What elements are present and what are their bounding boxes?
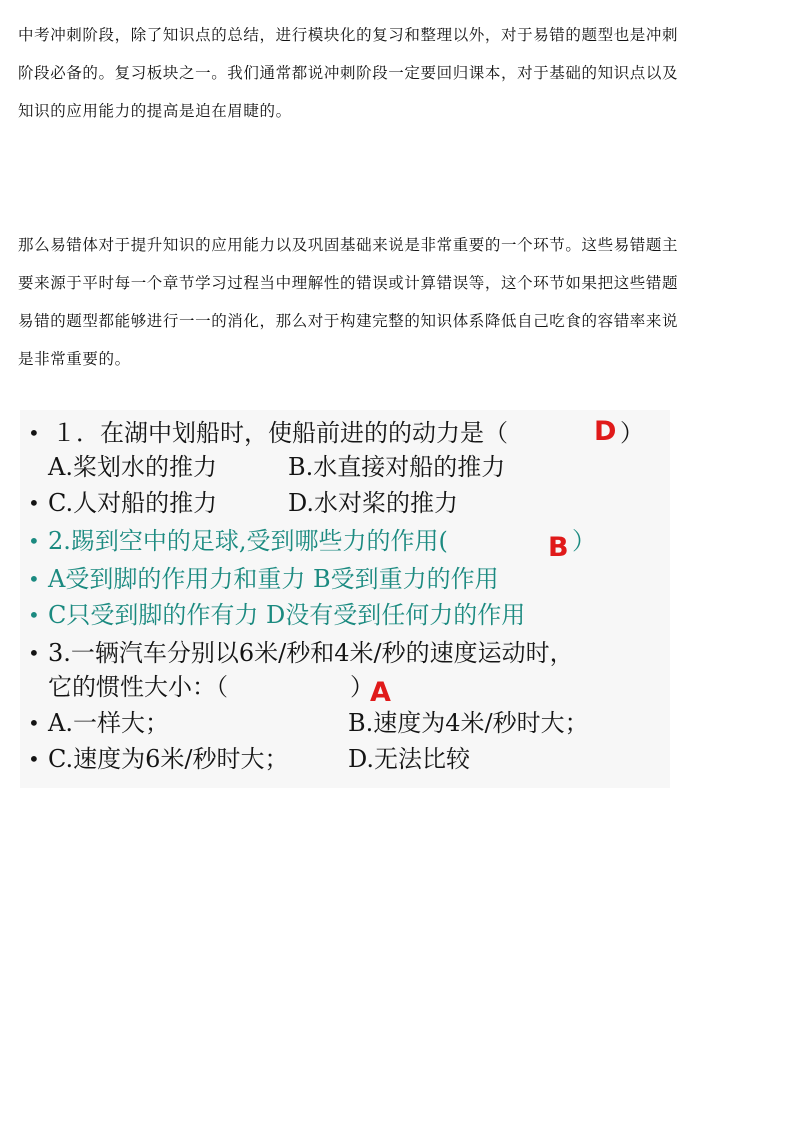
paragraph-line: 那么易错体对于提升知识的应用能力以及巩固基础来说是非常重要的一个环节。这些易错题主: [18, 236, 679, 254]
option-b: B.速度为4米/秒时大；: [348, 709, 589, 737]
question-3-answer: A: [370, 677, 391, 708]
question-1-close: ）: [620, 419, 644, 447]
question-1-stem: １．在湖中划船时，使船前进的的动力是（: [52, 419, 508, 447]
question-3-close: ）: [350, 673, 374, 701]
bullet: •: [28, 603, 40, 627]
bullet: •: [28, 641, 40, 665]
question-3-stem: 3.一辆汽车分别以6米/秒和4米/秒的速度运动时，: [48, 639, 574, 667]
quiz-slide-image: [20, 410, 670, 788]
bullet: •: [28, 711, 40, 735]
question-2-answer: B: [548, 532, 569, 563]
paragraph-line: 中考冲刺阶段，除了知识点的总结，进行模块化的复习和整理以外，对于易错的题型也是冲刺: [18, 26, 679, 44]
bullet: •: [28, 567, 40, 591]
bullet: •: [28, 421, 40, 445]
option-ab: A受到脚的作用力和重力 B受到重力的作用: [48, 565, 499, 593]
option-d: D.无法比较: [348, 745, 471, 773]
bullet: •: [28, 747, 40, 771]
intro-paragraph-1: [18, 16, 780, 130]
intro-paragraph-2: [18, 226, 780, 378]
bullet: •: [28, 529, 40, 553]
option-d: D.水对桨的推力: [288, 489, 459, 517]
option-c: C.人对船的推力: [48, 489, 218, 517]
question-1-answer: D: [594, 416, 617, 447]
option-c: C.速度为6米/秒时大；: [48, 745, 289, 773]
option-cd: C只受到脚的作有力 D没有受到任何力的作用: [48, 601, 526, 629]
question-3-stem-2: 它的惯性大小：（: [48, 673, 228, 701]
option-a: A.一样大；: [48, 709, 169, 737]
paragraph-line: 知识的应用能力的提高是迫在眉睫的。: [18, 102, 292, 120]
option-b: B.水直接对船的推力: [288, 453, 506, 481]
question-2-stem: 2.踢到空中的足球,受到哪些力的作用(: [48, 527, 448, 555]
option-a: A.桨划水的推力: [48, 453, 217, 481]
paragraph-line: 要来源于平时每一个章节学习过程当中理解性的错误或计算错误等，这个环节如果把这些错题: [18, 274, 679, 292]
paragraph-line: 易错的题型都能够进行一一的消化，那么对于构建完整的知识体系降低自己吃食的容错率来说: [18, 312, 679, 330]
paragraph-line: 阶段必备的。复习板块之一。我们通常都说冲刺阶段一定要回归课本，对于基础的知识点以及: [18, 64, 679, 82]
question-2-close: ）: [572, 527, 596, 555]
bullet: •: [28, 491, 40, 515]
paragraph-line: 是非常重要的。: [18, 350, 131, 368]
